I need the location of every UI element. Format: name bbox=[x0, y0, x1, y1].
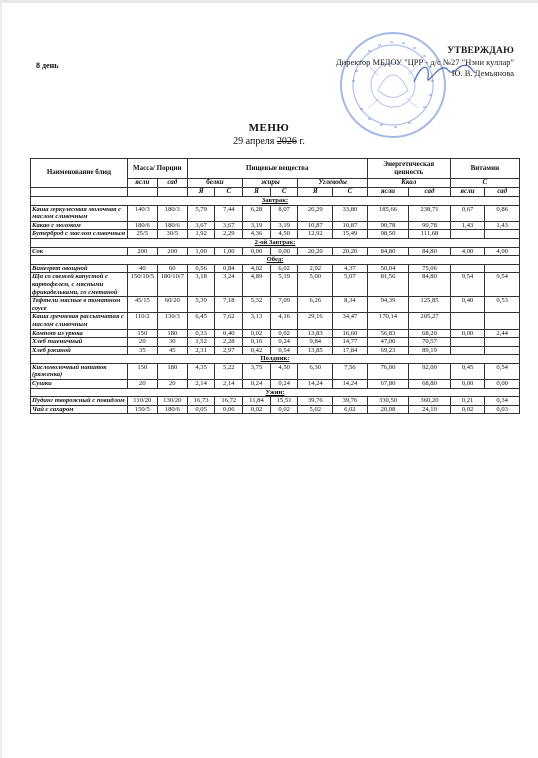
table-cell: 2,14 bbox=[215, 380, 243, 389]
table-cell: 125,85 bbox=[409, 297, 451, 313]
table-cell: 10,87 bbox=[333, 221, 368, 230]
table-cell: 14,24 bbox=[298, 380, 333, 389]
table-body bbox=[31, 197, 520, 414]
header-sad: сад bbox=[485, 188, 520, 197]
table-cell: 0,34 bbox=[485, 397, 520, 406]
table-cell: 2,29 bbox=[215, 230, 243, 239]
table-cell: 2,44 bbox=[485, 329, 520, 338]
table-cell: 150/5 bbox=[127, 405, 157, 414]
header-ya: Я bbox=[187, 188, 215, 197]
header-s: С bbox=[333, 188, 368, 197]
table-cell bbox=[450, 313, 485, 329]
table-cell: 180/10/7 bbox=[157, 273, 187, 297]
header-sad: сад bbox=[157, 179, 187, 188]
table-cell: 13,85 bbox=[298, 346, 333, 355]
menu-date bbox=[0, 136, 538, 147]
approve-position: Директор МБДОУ "ЦРР - д/с №27 "Нэни куллар" bbox=[335, 57, 514, 67]
table-cell: 0,40 bbox=[450, 297, 485, 313]
table-cell: 150 bbox=[127, 329, 157, 338]
table-row bbox=[31, 297, 520, 313]
table-cell: 5,19 bbox=[270, 273, 298, 297]
table-cell: 2,31 bbox=[187, 346, 215, 355]
table-cell: 17,84 bbox=[333, 346, 368, 355]
table-cell: 40 bbox=[127, 264, 157, 273]
table-cell: 205,27 bbox=[409, 313, 451, 329]
table-cell: 9,54 bbox=[450, 273, 485, 297]
table-cell: 130/20 bbox=[157, 397, 187, 406]
dish-name: Тефтели мясные в томатном соусе bbox=[31, 297, 128, 313]
header-energy: Энергетическая ценность bbox=[367, 159, 450, 179]
table-row bbox=[31, 363, 520, 379]
dish-name: Хлеб пшеничный bbox=[31, 338, 128, 347]
table-cell: 15,51 bbox=[270, 397, 298, 406]
table-cell: 29,16 bbox=[298, 313, 333, 329]
table-cell: 33,80 bbox=[333, 205, 368, 221]
table-cell: 1,43 bbox=[450, 221, 485, 230]
table-cell: 98,50 bbox=[367, 230, 409, 239]
table-cell: 35 bbox=[127, 346, 157, 355]
table-cell: 20,08 bbox=[367, 405, 409, 414]
table-cell: 12,92 bbox=[298, 230, 333, 239]
table-cell: 45 bbox=[157, 346, 187, 355]
header-s: С bbox=[270, 188, 298, 197]
table-cell: 4,35 bbox=[187, 363, 215, 379]
table-cell: 0,02 bbox=[270, 329, 298, 338]
table-cell: 1,52 bbox=[187, 338, 215, 347]
table-cell: 68,80 bbox=[409, 380, 451, 389]
table-cell: 330,50 bbox=[367, 397, 409, 406]
header-vitamin: Витамин bbox=[450, 159, 519, 179]
table-cell: 6,26 bbox=[298, 297, 333, 313]
table-cell: 3,75 bbox=[243, 363, 271, 379]
section-row bbox=[31, 388, 520, 397]
table-cell: 69,23 bbox=[367, 346, 409, 355]
table-row bbox=[31, 247, 520, 256]
table-cell: 67,80 bbox=[367, 380, 409, 389]
table-cell: 1,92 bbox=[187, 230, 215, 239]
table-cell: 16,60 bbox=[333, 329, 368, 338]
table-cell: 11,84 bbox=[243, 397, 271, 406]
table-cell: 7,62 bbox=[215, 313, 243, 329]
header-vit-c: С bbox=[450, 179, 519, 188]
table-cell: 4,36 bbox=[243, 230, 271, 239]
table-cell: 5,00 bbox=[298, 273, 333, 297]
table-cell: 26,29 bbox=[298, 205, 333, 221]
table-cell: 90,78 bbox=[409, 221, 451, 230]
table-cell: 2,97 bbox=[215, 346, 243, 355]
day-label: 8 день bbox=[36, 61, 59, 70]
table-cell: 150 bbox=[127, 363, 157, 379]
table-row bbox=[31, 329, 520, 338]
table-cell: 130/3 bbox=[157, 313, 187, 329]
header-dish: Наименование блюд bbox=[31, 159, 128, 188]
table-cell: 170,14 bbox=[367, 313, 409, 329]
table-cell bbox=[450, 264, 485, 273]
table-cell: 20,20 bbox=[298, 247, 333, 256]
dish-name: Бутерброд с маслом сливочным bbox=[31, 230, 128, 239]
section-row bbox=[31, 238, 520, 247]
table-cell: 0,84 bbox=[215, 264, 243, 273]
table-cell: 0,02 bbox=[243, 329, 271, 338]
table-cell: 111,68 bbox=[409, 230, 451, 239]
table-cell bbox=[450, 230, 485, 239]
approve-name: Ю. В. Демьянова bbox=[451, 68, 514, 78]
table-cell bbox=[485, 346, 520, 355]
header-nutrients: Пищевые вещества bbox=[187, 159, 367, 179]
table-cell: 180/6 bbox=[127, 221, 157, 230]
table-cell: 0,86 bbox=[485, 205, 520, 221]
table-cell: 60 bbox=[157, 264, 187, 273]
table-cell: 30/5 bbox=[157, 230, 187, 239]
section-title: Полдник: bbox=[31, 355, 520, 364]
table-cell: 4,00 bbox=[450, 247, 485, 256]
table-cell: 8,34 bbox=[333, 297, 368, 313]
table-row bbox=[31, 205, 520, 221]
table-cell: 92,00 bbox=[409, 363, 451, 379]
table-cell: 6,02 bbox=[270, 264, 298, 273]
table-cell: 5,22 bbox=[215, 363, 243, 379]
table-cell: 0,33 bbox=[187, 329, 215, 338]
table-cell: 20 bbox=[127, 338, 157, 347]
table-cell: 0,40 bbox=[215, 329, 243, 338]
table-cell: 3,67 bbox=[215, 221, 243, 230]
dish-name: Кисломолочный напиток (ряженка) bbox=[31, 363, 128, 379]
table-cell: 50,04 bbox=[367, 264, 409, 273]
table-cell: 10,87 bbox=[298, 221, 333, 230]
table-cell: 2,92 bbox=[298, 264, 333, 273]
table-cell: 180 bbox=[157, 329, 187, 338]
table-row bbox=[31, 221, 520, 230]
table-cell: 47,00 bbox=[367, 338, 409, 347]
table-row bbox=[31, 338, 520, 347]
table-cell: 20,20 bbox=[333, 247, 368, 256]
table-cell: 185,66 bbox=[367, 205, 409, 221]
table-cell bbox=[485, 338, 520, 347]
table-cell: 0,56 bbox=[187, 264, 215, 273]
table-cell: 15,49 bbox=[333, 230, 368, 239]
header-kcal: Ккал bbox=[367, 179, 450, 188]
dish-name: Хлеб ржаной bbox=[31, 346, 128, 355]
table-cell: 60/20 bbox=[157, 297, 187, 313]
table-cell: 2,14 bbox=[187, 380, 215, 389]
table-cell: 3,18 bbox=[187, 273, 215, 297]
dish-name: Каша гречневая рассыпчатая с маслом сливочным bbox=[31, 313, 128, 329]
date-prefix: 29 апреля bbox=[233, 136, 277, 147]
table-cell: 5,39 bbox=[187, 297, 215, 313]
table-cell: 110/20 bbox=[127, 397, 157, 406]
table-cell: 2,28 bbox=[215, 338, 243, 347]
table-cell: 0,24 bbox=[270, 338, 298, 347]
table-cell bbox=[485, 230, 520, 239]
header-blank bbox=[127, 188, 157, 197]
table-cell: 0,54 bbox=[270, 346, 298, 355]
table-cell: 4,37 bbox=[333, 264, 368, 273]
header-ya: Я bbox=[243, 188, 271, 197]
header-fats: жиры bbox=[243, 179, 298, 188]
table-cell: 4,89 bbox=[243, 273, 271, 297]
header-blank bbox=[31, 188, 128, 197]
header-yasli: ясли bbox=[450, 188, 485, 197]
header-yasli: ясли bbox=[127, 179, 157, 188]
table-cell: 25/5 bbox=[127, 230, 157, 239]
section-title: Обед: bbox=[31, 256, 520, 265]
page-top-border bbox=[0, 0, 538, 3]
header-proteins: белки bbox=[187, 179, 242, 188]
table-cell: 0,24 bbox=[243, 380, 271, 389]
table-cell: 110/2 bbox=[127, 313, 157, 329]
dish-name: Щи со свежей капустой с картофелем, с мясными фрикадельками, со сметаной bbox=[31, 273, 128, 297]
table-cell: 16,73 bbox=[187, 397, 215, 406]
table-cell: 84,80 bbox=[409, 247, 451, 256]
table-cell: 9,54 bbox=[485, 273, 520, 297]
table-cell: 0,54 bbox=[485, 363, 520, 379]
table-cell: 39,76 bbox=[333, 397, 368, 406]
table-cell: 0,00 bbox=[450, 380, 485, 389]
table-cell: 4,50 bbox=[270, 230, 298, 239]
section-title: 2-ой Завтрак: bbox=[31, 238, 520, 247]
table-cell: 0,42 bbox=[243, 346, 271, 355]
table-cell: 0,16 bbox=[243, 338, 271, 347]
table-cell bbox=[450, 346, 485, 355]
table-cell: 56,83 bbox=[367, 329, 409, 338]
section-title: Ужин: bbox=[31, 388, 520, 397]
approval-block bbox=[274, 46, 514, 79]
table-cell: 30 bbox=[157, 338, 187, 347]
table-cell: 3,13 bbox=[243, 313, 271, 329]
table-cell: 70,57 bbox=[409, 338, 451, 347]
table-cell: 0,67 bbox=[450, 205, 485, 221]
table-cell: 81,56 bbox=[367, 273, 409, 297]
table-cell: 180 bbox=[157, 363, 187, 379]
dish-name: Пудинг творожный с повидлом bbox=[31, 397, 128, 406]
table-cell: 14,77 bbox=[333, 338, 368, 347]
table-row bbox=[31, 397, 520, 406]
table-cell: 84,80 bbox=[367, 247, 409, 256]
table-cell: 76,00 bbox=[367, 363, 409, 379]
table-cell: 0,53 bbox=[485, 297, 520, 313]
table-cell: 3,24 bbox=[215, 273, 243, 297]
table-cell bbox=[485, 313, 520, 329]
table-row bbox=[31, 346, 520, 355]
header-yasli: ясли bbox=[367, 188, 409, 197]
table-row bbox=[31, 230, 520, 239]
table-cell: 0,03 bbox=[485, 405, 520, 414]
table-cell: 4,00 bbox=[485, 247, 520, 256]
menu-title: МЕНЮ bbox=[248, 122, 290, 134]
table-cell: 3,67 bbox=[187, 221, 215, 230]
table-cell: 200 bbox=[157, 247, 187, 256]
section-row bbox=[31, 355, 520, 364]
table-cell: 1,43 bbox=[485, 221, 520, 230]
table-row bbox=[31, 380, 520, 389]
header-carbs: Углеводы bbox=[298, 179, 367, 188]
table-cell: 0,00 bbox=[485, 380, 520, 389]
section-row bbox=[31, 256, 520, 265]
page-left-border bbox=[0, 0, 2, 758]
dish-name: Компот из урюка bbox=[31, 329, 128, 338]
table-cell: 150/10/5 bbox=[127, 273, 157, 297]
approve-title: УТВЕРЖДАЮ bbox=[447, 46, 514, 56]
date-year: 2026 bbox=[276, 136, 297, 147]
table-cell: 1,00 bbox=[215, 247, 243, 256]
table-row bbox=[31, 264, 520, 273]
table-cell: 39,76 bbox=[298, 397, 333, 406]
table-cell: 1,00 bbox=[187, 247, 215, 256]
table-cell: 0,00 bbox=[270, 247, 298, 256]
section-row bbox=[31, 197, 520, 206]
table-cell: 4,50 bbox=[270, 363, 298, 379]
dish-name: Сок bbox=[31, 247, 128, 256]
table-cell: 7,18 bbox=[215, 297, 243, 313]
table-cell: 0,24 bbox=[270, 380, 298, 389]
menu-table bbox=[30, 158, 520, 414]
table-cell: 3,19 bbox=[243, 221, 271, 230]
table-cell: 7,44 bbox=[215, 205, 243, 221]
table-cell: 200 bbox=[127, 247, 157, 256]
table-row bbox=[31, 405, 520, 414]
table-cell: 0,06 bbox=[215, 405, 243, 414]
table-cell: 34,47 bbox=[333, 313, 368, 329]
table-cell: 5,79 bbox=[187, 205, 215, 221]
header-blank bbox=[157, 188, 187, 197]
dish-name: Винегрет овощной bbox=[31, 264, 128, 273]
table-cell: 6,45 bbox=[187, 313, 215, 329]
header-sad: сад bbox=[409, 188, 451, 197]
table-row bbox=[31, 273, 520, 297]
dish-name: Какао с молоком bbox=[31, 221, 128, 230]
table-cell: 20 bbox=[157, 380, 187, 389]
table-cell: 24,10 bbox=[409, 405, 451, 414]
table-cell: 0,21 bbox=[450, 397, 485, 406]
table-cell: 45/15 bbox=[127, 297, 157, 313]
table-cell: 6,30 bbox=[298, 363, 333, 379]
table-header bbox=[31, 159, 520, 197]
table-cell: 89,19 bbox=[409, 346, 451, 355]
table-cell: 7,56 bbox=[333, 363, 368, 379]
table-cell: 180/3 bbox=[157, 205, 187, 221]
table-cell: 0,02 bbox=[270, 405, 298, 414]
table-cell bbox=[450, 338, 485, 347]
table-cell bbox=[485, 264, 520, 273]
date-suffix: г. bbox=[296, 136, 305, 147]
table-cell: 238,71 bbox=[409, 205, 451, 221]
table-cell: 0,00 bbox=[450, 329, 485, 338]
table-cell: 0,05 bbox=[187, 405, 215, 414]
header-ya: Я bbox=[298, 188, 333, 197]
table-cell: 0,45 bbox=[450, 363, 485, 379]
table-cell: 4,16 bbox=[270, 313, 298, 329]
table-cell: 68,20 bbox=[409, 329, 451, 338]
header-s: С bbox=[215, 188, 243, 197]
table-cell: 5,32 bbox=[243, 297, 271, 313]
header-mass: Масса/ Порции bbox=[127, 159, 187, 179]
table-cell: 7,09 bbox=[270, 297, 298, 313]
table-cell: 90,78 bbox=[367, 221, 409, 230]
dish-name: Чай с сахаром bbox=[31, 405, 128, 414]
table-cell: 140/3 bbox=[127, 205, 157, 221]
table-cell: 16,72 bbox=[215, 397, 243, 406]
section-title: Завтрак: bbox=[31, 197, 520, 206]
table-row bbox=[31, 313, 520, 329]
table-cell: 0,02 bbox=[243, 405, 271, 414]
table-cell: 75,06 bbox=[409, 264, 451, 273]
table-cell: 20 bbox=[127, 380, 157, 389]
table-cell: 4,02 bbox=[243, 264, 271, 273]
dish-name: Каша геркулесовая молочная с маслом сливочным bbox=[31, 205, 128, 221]
table-cell: 180/6 bbox=[157, 221, 187, 230]
table-cell: 360,20 bbox=[409, 397, 451, 406]
table-cell: 0,02 bbox=[450, 405, 485, 414]
table-cell: 13,83 bbox=[298, 329, 333, 338]
table-cell: 6,28 bbox=[243, 205, 271, 221]
table-cell: 0,00 bbox=[243, 247, 271, 256]
table-cell: 5,07 bbox=[333, 273, 368, 297]
table-cell: 14,24 bbox=[333, 380, 368, 389]
table-cell: 94,39 bbox=[367, 297, 409, 313]
table-cell: 84,80 bbox=[409, 273, 451, 297]
table-cell: 9,84 bbox=[298, 338, 333, 347]
table-cell: 5,02 bbox=[298, 405, 333, 414]
table-cell: 180/6 bbox=[157, 405, 187, 414]
dish-name: Сушки bbox=[31, 380, 128, 389]
table-cell: 8,07 bbox=[270, 205, 298, 221]
table-cell: 3,19 bbox=[270, 221, 298, 230]
table-cell: 6,02 bbox=[333, 405, 368, 414]
